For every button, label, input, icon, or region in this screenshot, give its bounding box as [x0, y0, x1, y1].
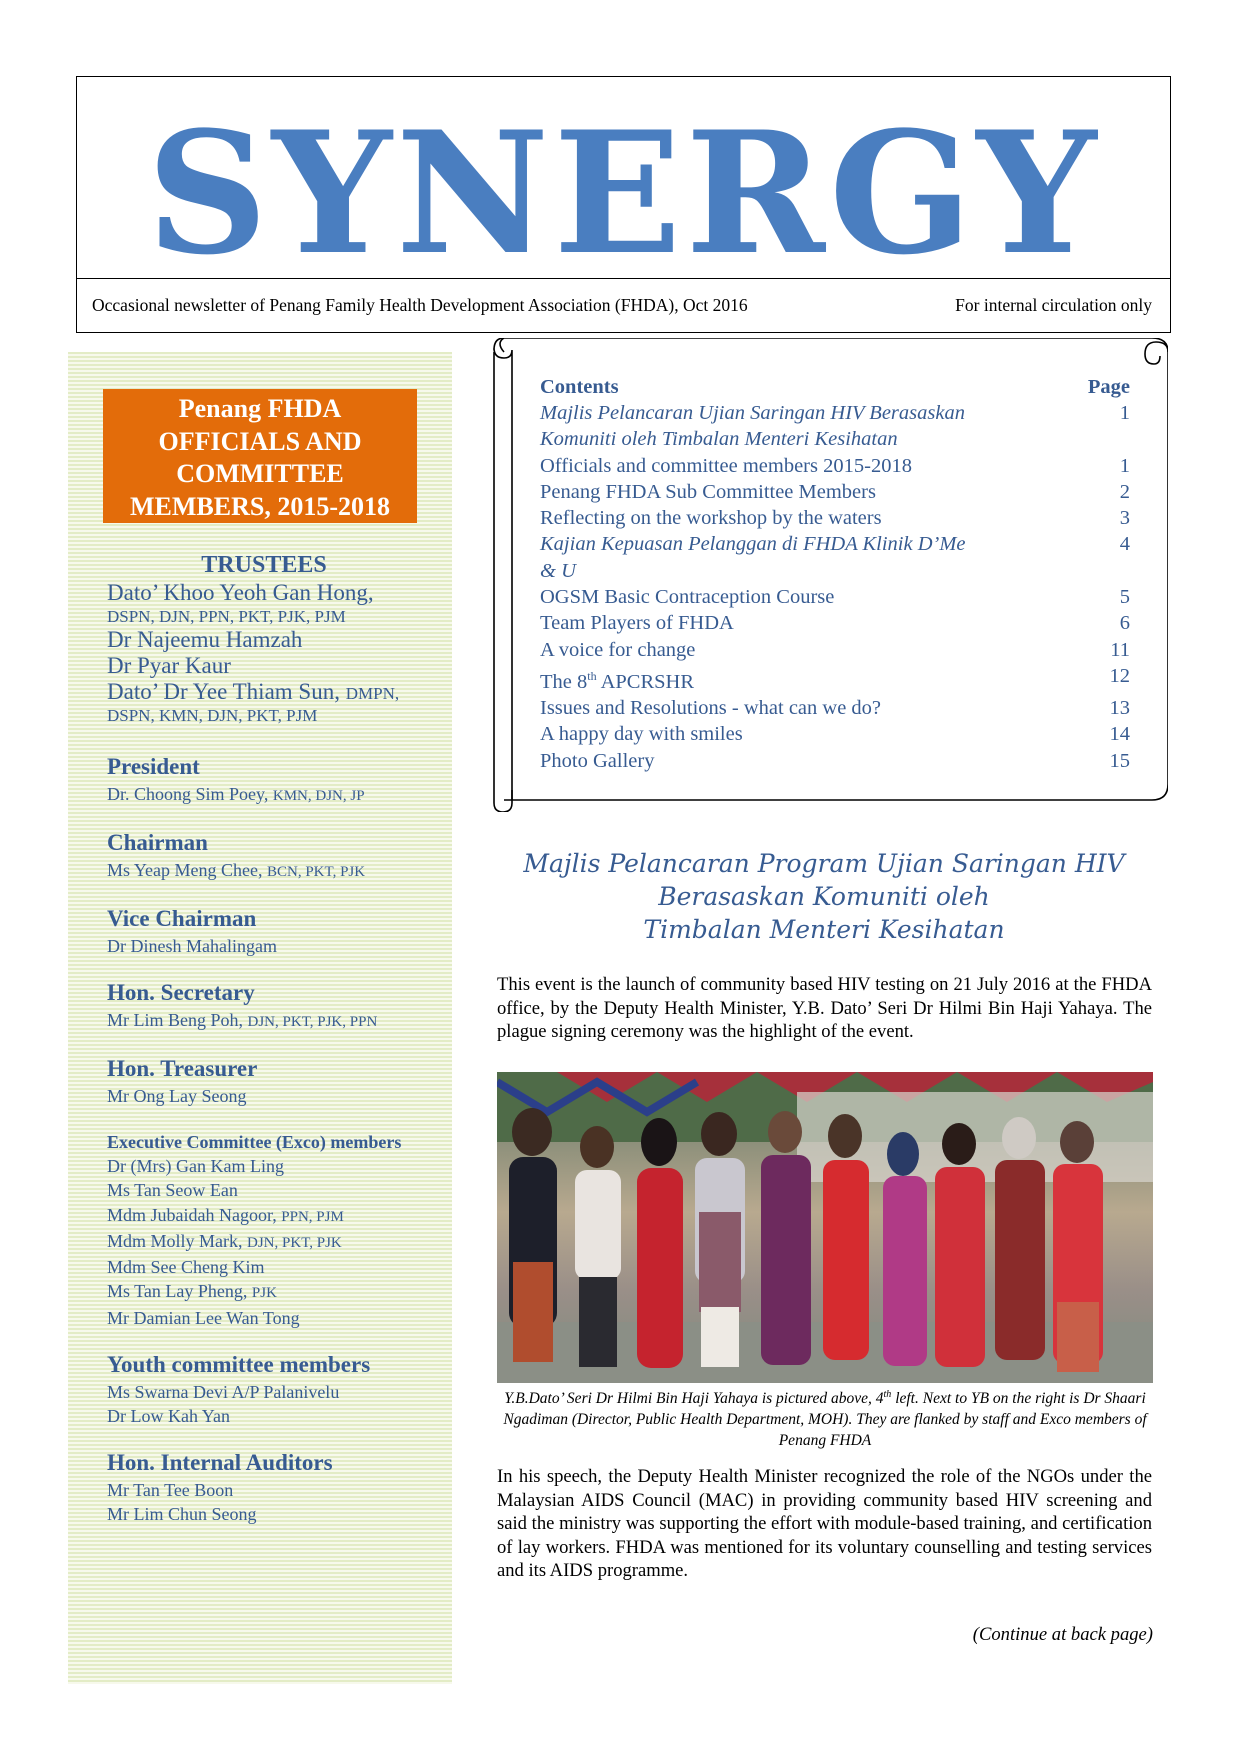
trustee-honours: DSPN, KMN, DJN, PKT, PJM: [107, 706, 318, 725]
youth-member: Ms Swarna Devi A/P Palanivelu: [107, 1382, 340, 1403]
toc-title: A voice for change: [540, 638, 696, 661]
officials-heading-line: OFFICIALS AND: [158, 426, 362, 456]
officials-heading-line: COMMITTEE: [176, 459, 344, 488]
circulation-note: For internal circulation only: [955, 295, 1152, 315]
toc-entry: [540, 453, 1130, 479]
trustee-honours: DSPN, DJN, PPN, PKT, PJK, PJM: [107, 607, 346, 626]
official-honours: BCN, PKT, PJK: [267, 864, 366, 880]
toc-page: 1: [1119, 454, 1130, 477]
exco-member: Ms Tan Lay Pheng,: [107, 1281, 248, 1302]
exco-member: Mdm Jubaidah Nagoor,: [107, 1204, 277, 1225]
toc-heading: Contents: [540, 376, 619, 398]
officials-heading-box: [103, 389, 417, 523]
toc-header: [540, 374, 1130, 400]
caption-part: Y.B.Dato’ Seri Dr Hilmi Bin Haji Yahaya is pictured above, 4: [504, 1390, 884, 1408]
official-name: Dr Dinesh Mahalingam: [107, 936, 277, 956]
toc-title-part: APCRSHR: [596, 670, 695, 693]
toc-entry: [540, 479, 1130, 505]
official-honours: KMN, DJN, JP: [272, 788, 365, 804]
article-title-line: Majlis Pelancaran Program Ujian Saringan HIV: [523, 849, 1125, 878]
toc-title: Reflecting on the workshop by the waters: [540, 507, 882, 530]
trustee-honours: DMPN,: [345, 684, 400, 703]
youth-heading: Youth committee members: [107, 1352, 371, 1378]
toc-title: Kajian Kepuasan Pelanggan di FHDA Klinik D’Me & U: [540, 533, 966, 582]
exco-member-line: [107, 1203, 447, 1229]
table-of-contents: [540, 374, 1130, 774]
toc-title: OGSM Basic Contraception Course: [540, 586, 835, 609]
toc-title: A happy day with smiles: [540, 723, 743, 746]
toc-page: 14: [1109, 723, 1130, 746]
toc-page: 5: [1119, 586, 1130, 609]
article-title-line: Timbalan Menteri Kesihatan: [643, 915, 1005, 944]
group-photo-illustration: [497, 1072, 1153, 1383]
official-line: [107, 858, 447, 884]
toc-page: 1: [1119, 402, 1130, 424]
official-honours: PJK: [251, 1285, 277, 1302]
secretary-heading: Hon. Secretary: [107, 980, 255, 1005]
toc-entry: [540, 695, 1130, 721]
toc-page: 6: [1119, 612, 1130, 635]
toc-entry: [540, 637, 1130, 663]
toc-page-heading: Page: [1087, 376, 1130, 398]
toc-entry: [540, 721, 1130, 747]
toc-title: Penang FHDA Sub Committee Members: [540, 480, 876, 503]
toc-entry: [540, 748, 1130, 774]
official-line: [107, 782, 447, 808]
toc-page: 3: [1119, 507, 1130, 530]
trustee-name: Dato’ Dr Yee Thiam Sun,: [107, 679, 340, 704]
toc-entry: [540, 400, 1130, 453]
article-paragraph: This event is the launch of community based HIV testing on 21 July 2016 at the FHDA office, by the Deputy Health Minister, Y.B. Dato’ Seri Dr Hilmi Bin Haji Yahaya. The plague signing ceremony was the highlight of the event.: [497, 974, 1152, 1042]
toc-title: [540, 663, 980, 695]
official-name: Mr Ong Lay Seong: [107, 1086, 247, 1106]
trustee-name: Dr Pyar Kaur: [107, 653, 231, 678]
official-honours: PPN, PJM: [281, 1208, 344, 1225]
toc-entry: [540, 663, 1130, 695]
auditors-heading: Hon. Internal Auditors: [107, 1450, 333, 1476]
chairman-heading: Chairman: [107, 830, 208, 855]
exco-member: Mdm Molly Mark,: [107, 1230, 243, 1251]
trustee-name: Dato’ Khoo Yeoh Gan Hong,: [107, 580, 374, 605]
toc-title: Team Players of FHDA: [540, 612, 734, 635]
toc-page: 2: [1119, 480, 1130, 503]
contents-scroll: [482, 338, 1168, 812]
toc-page: 13: [1109, 697, 1130, 720]
exco-member-line: [107, 1229, 447, 1255]
official-name: Mr Lim Beng Poh,: [107, 1010, 244, 1030]
officials-heading-line: Penang FHDA: [178, 394, 342, 423]
toc-title: Majlis Pelancaran Ujian Saringan HIV Berasaskan Komuniti oleh Timbalan Menteri Kesihatan: [540, 402, 965, 451]
toc-page: 11: [1110, 638, 1130, 661]
continue-note: (Continue at back page): [972, 1624, 1153, 1645]
auditor-name: Mr Lim Chun Seong: [107, 1504, 257, 1525]
exco-member: Dr (Mrs) Gan Kam Ling: [107, 1156, 284, 1176]
official-honours: DJN, PKT, PJK, PPN: [247, 1014, 378, 1030]
trustee-name: Dr Najeemu Hamzah: [107, 627, 303, 652]
newsletter-subtitle: Occasional newsletter of Penang Family Health Development Association (FHDA), Oct 2016: [92, 295, 748, 315]
exco-member: Mdm See Cheng Kim: [107, 1257, 265, 1278]
group-photo: [497, 1072, 1153, 1383]
vice-chairman-heading: Vice Chairman: [107, 906, 257, 931]
newsletter-title: SYNERGY: [146, 94, 1101, 292]
trustees-heading: TRUSTEES: [201, 552, 327, 578]
president-heading: President: [107, 754, 200, 779]
trustee-line: [107, 679, 447, 705]
toc-entry: [540, 531, 1130, 584]
official-name: Dr. Choong Sim Poey,: [107, 784, 269, 804]
official-honours: DJN, PKT, PJK: [247, 1234, 342, 1251]
treasurer-heading: Hon. Treasurer: [107, 1056, 258, 1081]
official-line: [107, 1008, 447, 1034]
officials-sidebar: [68, 352, 452, 1684]
toc-title-sup: th: [587, 668, 597, 683]
officials-list: [107, 550, 447, 1526]
toc-page: 15: [1109, 749, 1130, 772]
toc-title: Issues and Resolutions - what can we do?: [540, 697, 882, 720]
officials-heading-line: MEMBERS, 2015-2018: [130, 491, 390, 521]
toc-entry: [540, 505, 1130, 531]
official-name: Ms Yeap Meng Chee,: [107, 860, 263, 880]
photo-caption: [497, 1384, 1153, 1451]
article-title-line: Berasaskan Komuniti oleh: [658, 882, 990, 911]
toc-title: Photo Gallery: [540, 749, 655, 772]
auditor-name: Mr Tan Tee Boon: [107, 1480, 234, 1501]
toc-entry: [540, 584, 1130, 610]
exco-member: Mr Damian Lee Wan Tong: [107, 1307, 300, 1328]
exco-member-line: [107, 1279, 447, 1305]
caption-part: left. Next to YB on the right is Dr Shaari Ngadiman (Director, Public Health Department, MOH). They are flanked by staff and Exco members of Penang FHDA: [503, 1390, 1147, 1450]
exco-heading: Executive Committee (Exco) members: [107, 1132, 402, 1152]
masthead-subtitle-bar: [77, 278, 1170, 332]
exco-member: Ms Tan Seow Ean: [107, 1180, 238, 1201]
toc-page: 12: [1109, 664, 1130, 687]
youth-member: Dr Low Kah Yan: [107, 1406, 230, 1427]
toc-page: 4: [1119, 533, 1130, 556]
caption-sup: th: [883, 1389, 892, 1400]
toc-title: Officials and committee members 2015-2018: [540, 454, 912, 477]
toc-title-part: The 8: [540, 670, 588, 693]
masthead: [76, 76, 1171, 333]
toc-entry: [540, 610, 1130, 636]
article-title: [494, 847, 1154, 946]
article-paragraph: In his speech, the Deputy Health Minister recognized the role of the NGOs under the Malaysian AIDS Council (MAC) in providing community based HIV screening and said the ministry was supporting the effort with module-based training, and certification of lay workers. FHDA was mentioned for its voluntary counselling and testing services and its AIDS programme.: [497, 1466, 1152, 1581]
